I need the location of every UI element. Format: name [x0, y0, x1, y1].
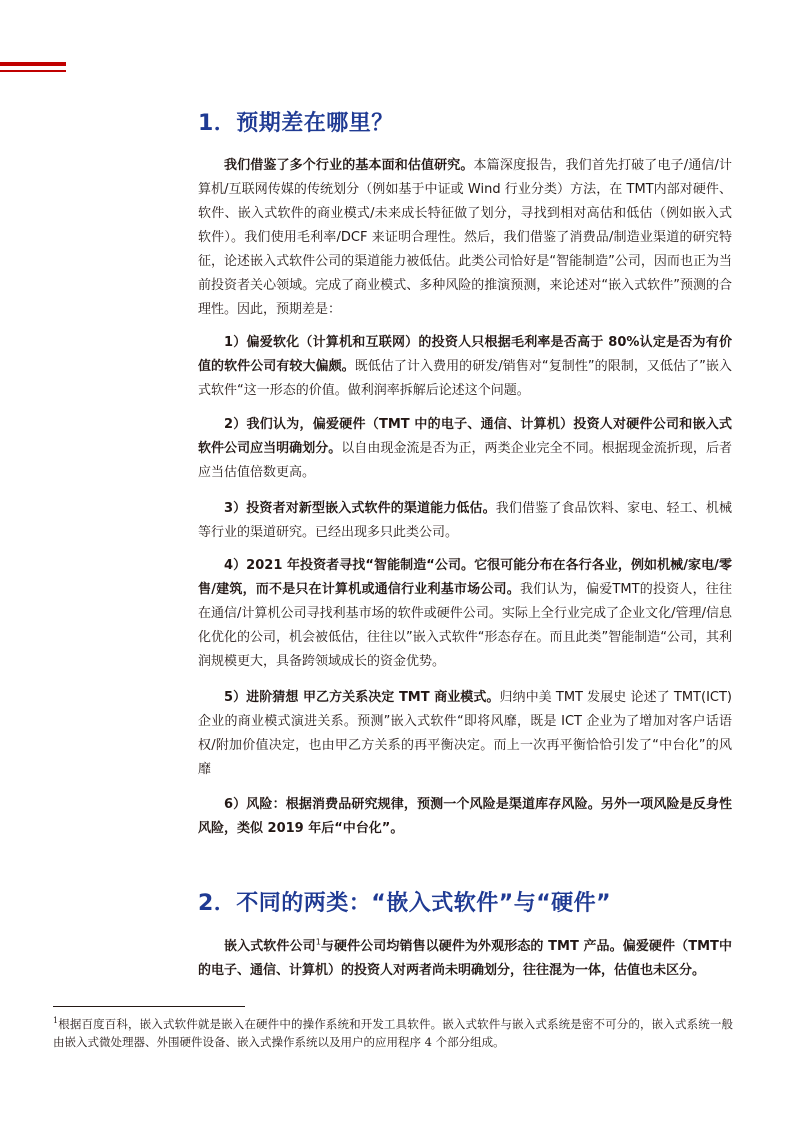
point-3 — [198, 497, 732, 545]
point-2-bold: 2）我们认为，偏爱硬件（TMT 中的电子、通信、计算机）投资人对硬件公司和嵌入式软件公司应当明确划分。 — [198, 417, 732, 456]
point-1 — [198, 331, 732, 403]
footnote-reference[interactable]: 1 — [315, 937, 321, 947]
point-4 — [198, 554, 732, 674]
section-1-heading: 1．预期差在哪里？ — [198, 111, 394, 136]
point-6 — [198, 793, 732, 841]
point-5-text: 归纳中美 TMT 发展史 论述了 TMT(ICT)企业的商业模式演进关系。预测”嵌入式软件“即将风靡，既是 ICT 企业为了增加对客户话语权/附加价值决定，也由甲乙方关系的再平衡决定。而上一次再平衡恰恰引发了“中台化”的风靡 — [198, 690, 732, 777]
point-3-text: 我们借鉴了食品饮料、家电、轻工、机械等行业的渠道研究。已经出现多只此类公司。 — [198, 501, 732, 540]
point-3-bold: 3）投资者对新型嵌入式软件的渠道能力低估。 — [224, 501, 496, 516]
point-4-text: 我们认为，偏爱TMT的投资人，往往在通信/计算机公司寻找利基市场的软件或硬件公司。实际上全行业完成了企业文化/管理/信息化优化的公司，机会被低估，往往以”嵌入式软件“形态存在。而且此类”智能制造“公司，其利润规模更大，具备跨领域成长的资金优势。 — [198, 582, 732, 669]
intro-text: 本篇深度报告，我们首先打破了电子/通信/计算机/互联网传媒的传统划分（例如基于中证或 Wind 行业分类）方法，在 TMT内部对硬件、软件、嵌入式软件的商业模式/未来成长特征做了划分，寻找到相对高估和低估（例如嵌入式软件）。我们使用毛利率/DCF 来证明合理性。然后，我们借鉴了消费品/制造业渠道的研究特征，论述嵌入式软件公司的渠道能力被低估。此类公司恰好是“智能制造”公司，因而也正为当前投资者关心领域。完成了商业模式、多种风险的推演预测，来论述对“嵌入式软件”预测的合理性。因此，预期差是： — [198, 158, 732, 317]
section-2-intro-bold-a: 嵌入式软件公司 — [224, 939, 316, 954]
header-accent-bar-thick — [0, 62, 66, 66]
footnote-text: 根据百度百科，嵌入式软件就是嵌入在硬件中的操作系统和开发工具软件。嵌入式软件与嵌入式系统是密不可分的，嵌入式系统一般由嵌入式微处理器、外围硬件设备、嵌入式操作系统以及用户的应用程序 4 个部分组成。 — [53, 1017, 733, 1049]
point-5 — [198, 686, 732, 782]
point-1-text: 既低估了计入费用的研发/销售对“复制性”的限制，又低估了”嵌入式软件“这一形态的价值。做利润率拆解后论述这个问题。 — [198, 359, 732, 398]
point-2 — [198, 413, 732, 485]
footnote-divider — [53, 1006, 245, 1007]
footnote-marker: 1 — [53, 1016, 59, 1026]
point-2-text: 以自由现金流是否为正，两类企业完全不同。根据现金流折现，后者应当估值倍数更高。 — [198, 441, 732, 480]
header-accent-bar-thin — [0, 70, 66, 72]
section-1-intro — [198, 154, 732, 322]
footnote — [53, 1015, 733, 1051]
section-2-intro-bold-b: 与硬件公司均销售以硬件为外观形态的 TMT 产品。偏爱硬件（TMT中的电子、通信、计算机）的投资人对两者尚未明确划分，往往混为一体，估值也未区分。 — [198, 939, 732, 978]
point-6-bold: 6）风险：根据消费品研究规律，预测一个风险是渠道库存风险。另外一项风险是反身性风险，类似 2019 年后“中台化”。 — [198, 797, 732, 836]
section-2-intro — [198, 935, 732, 983]
section-2-heading: 2．不同的两类：“嵌入式软件”与“硬件” — [198, 891, 612, 916]
point-4-bold: 4）2021 年投资者寻找“智能制造“公司。它很可能分布在各行各业，例如机械/家电/零售/建筑，而不是只在计算机或通信行业利基市场公司。 — [198, 558, 732, 597]
point-1-bold: 1）偏爱软化（计算机和互联网）的投资人只根据毛利率是否高于 80%认定是否为有价值的软件公司有较大偏颇。 — [198, 335, 732, 374]
intro-bold: 我们借鉴了多个行业的基本面和估值研究。 — [224, 158, 474, 173]
point-5-bold: 5）进阶猜想 甲乙方关系决定 TMT 商业模式。 — [224, 690, 500, 705]
